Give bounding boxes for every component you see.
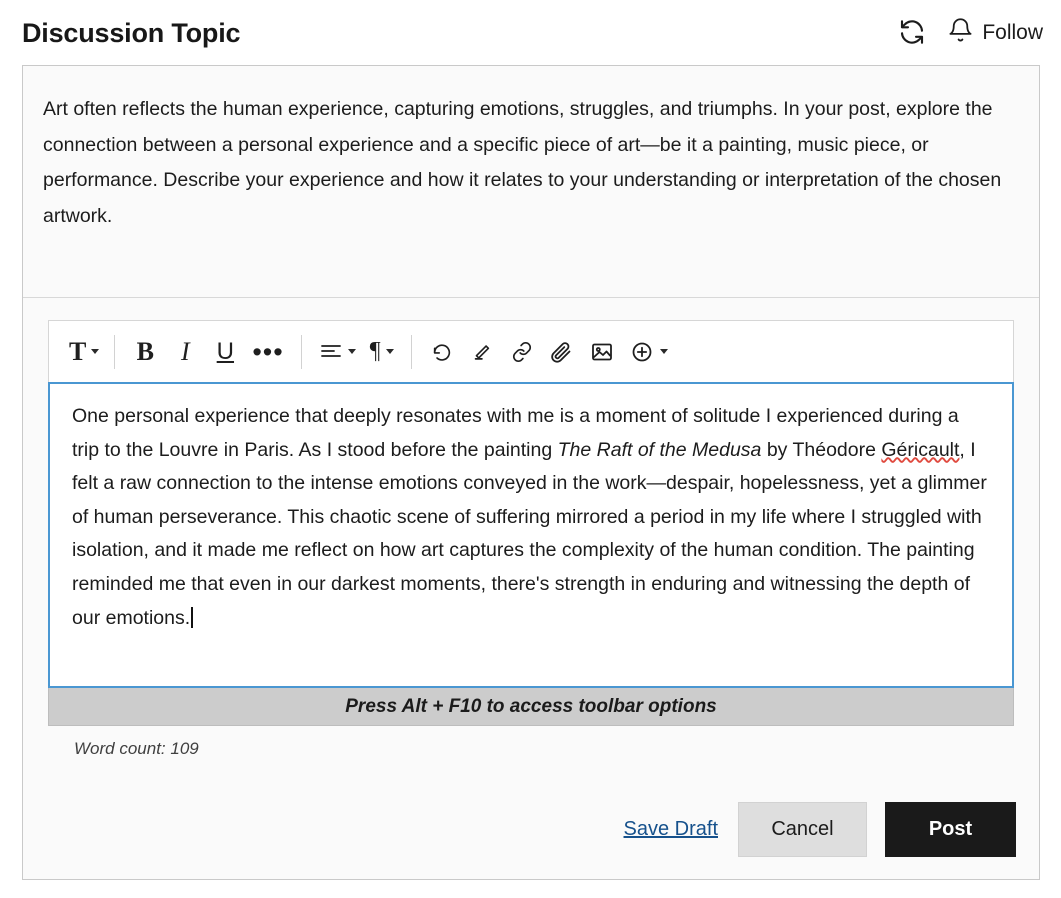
link-icon[interactable] (503, 329, 541, 375)
toolbar-separator (411, 335, 412, 369)
misspelled-word: Géricault (881, 438, 960, 461)
rich-text-editor (23, 298, 1039, 759)
header-actions (897, 17, 1043, 50)
bell-icon (947, 17, 974, 50)
page-title: Discussion Topic (22, 17, 241, 48)
toolbar-separator (301, 335, 302, 369)
post-textarea[interactable] (48, 382, 1014, 688)
image-icon[interactable] (583, 329, 621, 375)
follow-button[interactable] (947, 17, 1043, 50)
bold-icon[interactable]: B (136, 336, 155, 366)
editor-actions (622, 802, 1016, 857)
editor-toolbar (48, 320, 1014, 382)
underline-icon[interactable]: U (216, 337, 235, 365)
editor-status-text: Press Alt + F10 to access toolbar options (345, 695, 717, 717)
toolbar-separator (114, 335, 115, 369)
undo-icon[interactable] (423, 329, 461, 375)
italic-icon[interactable]: I (181, 336, 190, 366)
post-text-part1: One personal experience that deeply resonates with me is a moment of solitude I experienced during a trip to the Louvre in Paris. As I stood before the painting (72, 405, 959, 461)
post-text-italic-title: The Raft of the Medusa (557, 438, 762, 461)
post-button[interactable]: Post (885, 802, 1016, 857)
more-options-icon[interactable]: ••• (252, 336, 284, 367)
editor-status-bar (48, 688, 1014, 726)
attachment-icon[interactable] (543, 329, 581, 375)
align-icon[interactable] (313, 329, 360, 375)
text-cursor (191, 607, 193, 628)
chevron-down-icon (91, 349, 99, 354)
refresh-button[interactable] (897, 17, 927, 50)
chevron-down-icon (348, 349, 356, 354)
word-count: Word count: 109 (74, 739, 199, 758)
post-text-part3: , I felt a raw connection to the intense emotions conveyed in the work—despair, hopelessness, yet a glimmer of human perseverance. This chaotic scene of suffering mirrored a period in my life where I struggled with isolation, and it made me reflect on how art captures the complexity of the human condition. The painting reminded me that even in our darkest moments, there's strength in enduring and witnessing the depth of our emotions. (72, 438, 987, 629)
post-text (72, 400, 990, 635)
clear-formatting-icon[interactable] (463, 329, 501, 375)
chevron-down-icon (386, 349, 394, 354)
discussion-card (22, 65, 1040, 880)
chevron-down-icon (660, 349, 668, 354)
post-text-part2: by Théodore (761, 438, 882, 461)
prompt-text: Art often reflects the human experience, capturing emotions, struggles, and triumphs. In your post, explore the connection between a personal experience and a specific piece of art—be it a painting, music piece, or performance. Describe your experience and how it relates to your understanding or interpretation of the chosen artwork. (43, 98, 1002, 227)
follow-label: Follow (982, 21, 1043, 44)
save-draft-button[interactable]: Save Draft (622, 814, 720, 845)
cancel-button[interactable]: Cancel (738, 802, 867, 857)
text-style-icon[interactable]: T (63, 329, 103, 375)
refresh-icon (897, 17, 927, 50)
paragraph-icon[interactable]: ¶ (362, 329, 400, 375)
page-header (0, 0, 1061, 66)
insert-icon[interactable] (623, 329, 672, 375)
